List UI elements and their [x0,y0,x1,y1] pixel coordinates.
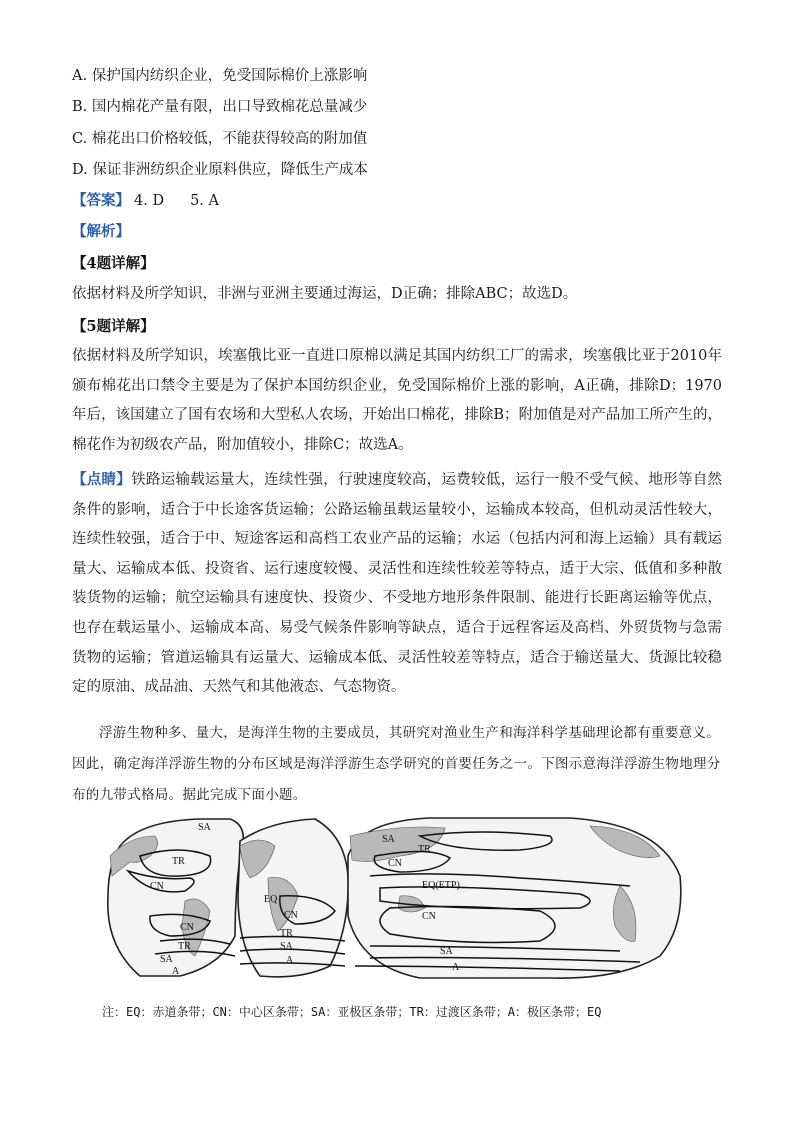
label-eq-etp: EQ(ETP) [422,880,460,891]
option-c [72,129,367,149]
q5-label: 【5题详解】 [72,318,155,335]
label-tr-1: TR [172,856,185,867]
option-text: 保证非洲纺织企业原料供应，降低生产成本 [92,162,368,178]
ocean-zone-map [100,816,685,980]
tip-paragraph [72,465,722,703]
q4-explanation: 依据材料及所学知识，非洲与亚洲主要通过海运，D正确；排除ABC；故选D。 [72,286,578,302]
label-sa-4: SA [382,834,395,845]
option-b [72,97,367,117]
label-cn-4: CN [388,858,402,869]
label-cn-1: CN [150,881,164,892]
q4-heading [72,254,155,274]
option-letter: A. [72,68,88,84]
option-a [72,66,367,86]
analysis-heading [72,222,130,242]
label-tr-3: TR [280,928,293,939]
q5-explanation: 依据材料及所学知识，埃塞俄比亚一直进口原棉以满足其国内纺织工厂的需求，埃塞俄比亚于2010年颁布棉花出口禁令主要是为了保护本国纺织企业，免受国际棉价上涨的影响，A正确，排除D；1970年后，该国建立了国有农场和大型私人农场，开始出口棉花，排除B；附加值是对产品加工所产生的，棉花作为初级农产品，附加值较小，排除C；故选A。 [72,348,722,453]
label-tr-2: TR [178,941,191,952]
label-sa-1: SA [198,822,211,833]
option-d [72,160,368,180]
answer-line [72,191,219,211]
option-text: 棉花出口价格较低，不能获得较高的附加值 [91,131,368,147]
label-a-2: A [286,955,294,966]
option-text: 保护国内纺织企业，免受国际棉价上涨影响 [91,68,368,84]
label-sa-3: SA [280,941,293,952]
answer-5: 5. A [190,193,219,209]
q4-label: 【4题详解】 [72,255,155,272]
label-a-1: A [172,966,180,977]
tip-text: 铁路运输载运量大，连续性强，行驶速度较高，运费较低，运行一般不受气候、地形等自然条件的影响，适合于中长途客货运输；公路运输虽载运量较小，运输成本较高，但机动灵活性较大，连续性较强，适合于中、短途客运和高档工农业产品的运输；水运（包括内河和海上运输）具有载运量大、运输成本低、投资省、运行速度较慢、灵活性和连续性较差等特点，适于大宗、低值和多种散装货物的运输；航空运输具有速度快、投资少、不受地方地形条件限制、能进行长距离运输等优点，也存在载运量小、运输成本高、易受气候条件影响等缺点，适合于远程客运及高档、外贸货物与急需货物的运输；管道运输具有运量大、运输成本低、灵活性较差等特点，适合于输送量大、货源比较稳定的原油、成品油、天然气和其他液态、气态物资。 [72,472,723,696]
option-text: 国内棉花产量有限，出口导致棉花总量减少 [91,99,368,115]
answer-4: 4. D [134,193,165,209]
label-cn-5: CN [422,911,436,922]
label-a-3: A [452,962,460,973]
ocean-zone-map-figure [100,816,685,980]
label-eq-1: EQ [264,894,278,905]
answer-label: 【答案】 [72,192,130,209]
analysis-label: 【解析】 [72,223,130,240]
option-letter: D. [72,162,88,178]
label-sa-2: SA [160,954,173,965]
label-tr-4: TR [418,844,431,855]
label-sa-5: SA [440,946,453,957]
label-cn-3: CN [284,910,298,921]
map-legend-note: 注：EQ：赤道条带；CN：中心区条带；SA：亚极区条带；TR：过渡区条带；A：极区条带；EQ [102,1005,602,1019]
option-letter: B. [72,99,88,115]
option-letter: C. [72,131,88,147]
tip-label: 【点睛】 [72,471,132,488]
reading-passage: 浮游生物种多、量大，是海洋生物的主要成员，其研究对渔业生产和海洋科学基础理论都有重要意义。因此，确定海洋浮游生物的分布区域是海洋浮游生态学研究的首要任务之一。下图示意海洋浮游生物地理分布的九带式格局。据此完成下面小题。 [72,725,721,803]
label-cn-2: CN [180,922,194,933]
q5-heading [72,317,155,337]
